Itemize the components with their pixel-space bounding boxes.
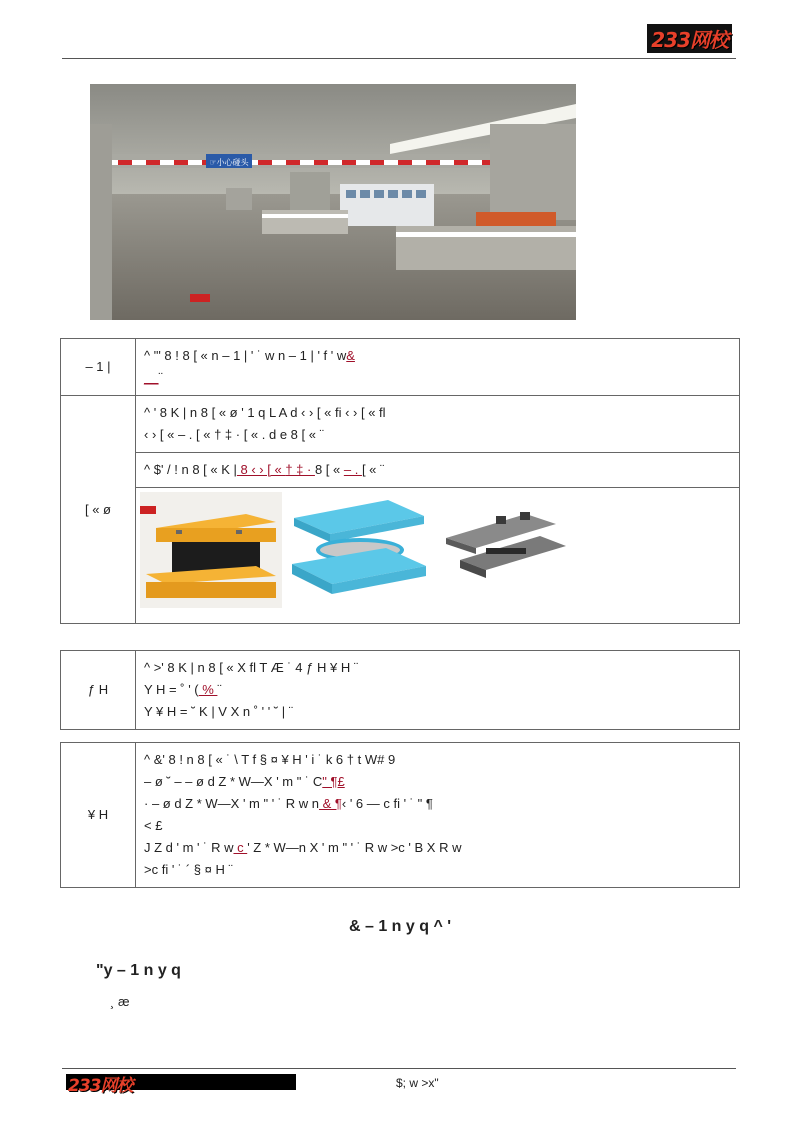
text-line: < £: [144, 818, 163, 833]
row-label: – 1 |: [61, 339, 136, 396]
text-part: ' Z * W—n X ' m " ' ˙ R w >c ' B X R w: [247, 840, 462, 855]
load-table: [60, 742, 740, 888]
construction-photo: [90, 84, 576, 320]
table-row: [61, 396, 740, 453]
section-subheading: "y – 1 n y q: [96, 962, 181, 979]
underlined-blank: † ‡ ·: [285, 462, 315, 477]
rubber-bearing-image: [140, 492, 282, 608]
table-row: [61, 651, 740, 730]
table-row: [61, 453, 740, 488]
page-number: $; w >x": [396, 1076, 439, 1090]
text-part: ¨: [217, 682, 222, 697]
underlined-blank: – .: [343, 462, 362, 477]
underlined-blank: __: [144, 370, 159, 385]
bearing-type-table: [60, 338, 740, 624]
text-line: ^ ' 8 K | n 8 [ « ø ' 1 q L A d ‹ › [ « fi ‹ › [ « fl: [144, 405, 386, 420]
underlined-blank: c: [233, 840, 248, 855]
note-text: ¸ æ: [110, 994, 130, 1009]
text-part: ‹ ' 6 — c fi ' ˙ " ¶: [341, 796, 433, 811]
text-part: – ø ˘ – – ø d Z * W—X ' m " ˙ C: [144, 774, 323, 789]
text-part: [ « ¨: [361, 462, 385, 477]
row-content: [136, 453, 740, 488]
row-label: [ « ø: [61, 396, 136, 624]
table-row: [61, 488, 740, 624]
underlined-blank: %: [198, 682, 218, 697]
text-part: 8 [ «: [314, 462, 344, 477]
text-line: ^ &' 8 ! n 8 [ « ˙ \ T f § ¤ ¥ H ' i ˙ k 6 † t W# 9: [144, 752, 396, 767]
row-label: ƒ H: [61, 651, 136, 730]
underlined-mark: &: [346, 348, 355, 363]
text-line: >c fi ' ˙ ´ § ¤ H ¨: [144, 862, 233, 877]
header-rule: [62, 58, 736, 59]
footer-logo: 233网校: [68, 1076, 133, 1096]
text-part: · – ø d Z * W—X ' m " ' ˙ R w n: [144, 796, 319, 811]
row-content: [136, 339, 740, 396]
svg-text:☞小心碰头: ☞小心碰头: [209, 158, 249, 167]
text-part: J Z d ' m ' ˙ R w: [144, 840, 234, 855]
footer-rule: [62, 1068, 736, 1069]
row-label: ¥ H: [61, 743, 136, 888]
bearing-illustrations: [136, 488, 736, 616]
text-line: ‹ › [ « – . [ « † ‡ · [ « . d e 8 [ « ¨: [144, 427, 324, 442]
sliding-plate-image: [446, 512, 566, 578]
displacement-table: [60, 650, 740, 730]
text-line: ^ "' 8 ! 8 [ « n – 1 | ' ˙ w n – 1 | ' f ' w: [144, 348, 347, 363]
text-line: ^ >' 8 K | n 8 [ « X fl T Æ ˙ 4 ƒ H ¥ H ¨: [144, 660, 359, 675]
row-content: [136, 396, 740, 453]
table-row: [61, 339, 740, 396]
text-line: Y ¥ H = ˘ K | V X n ˚ ' ' ˘ | ¨: [144, 704, 294, 719]
row-content: [136, 743, 740, 888]
bearing-images: [136, 488, 740, 624]
underlined-blank: " ¶£: [322, 774, 345, 789]
text-part: Y H = ˚ ' (: [144, 682, 199, 697]
text-part: ^ $' / ! n 8 [ « K |: [144, 462, 237, 477]
row-content: [136, 651, 740, 730]
underlined-blank: 8 ‹ › [ «: [236, 462, 286, 477]
photo-illustration: [90, 84, 576, 320]
section-heading: & – 1 n y q ^ ': [348, 918, 452, 935]
text-line: ¨: [158, 370, 163, 385]
header-logo: 233网校: [647, 24, 732, 53]
underlined-blank: & ¶: [318, 796, 342, 811]
table-row: [61, 743, 740, 888]
spherical-bearing-image: [292, 500, 426, 594]
